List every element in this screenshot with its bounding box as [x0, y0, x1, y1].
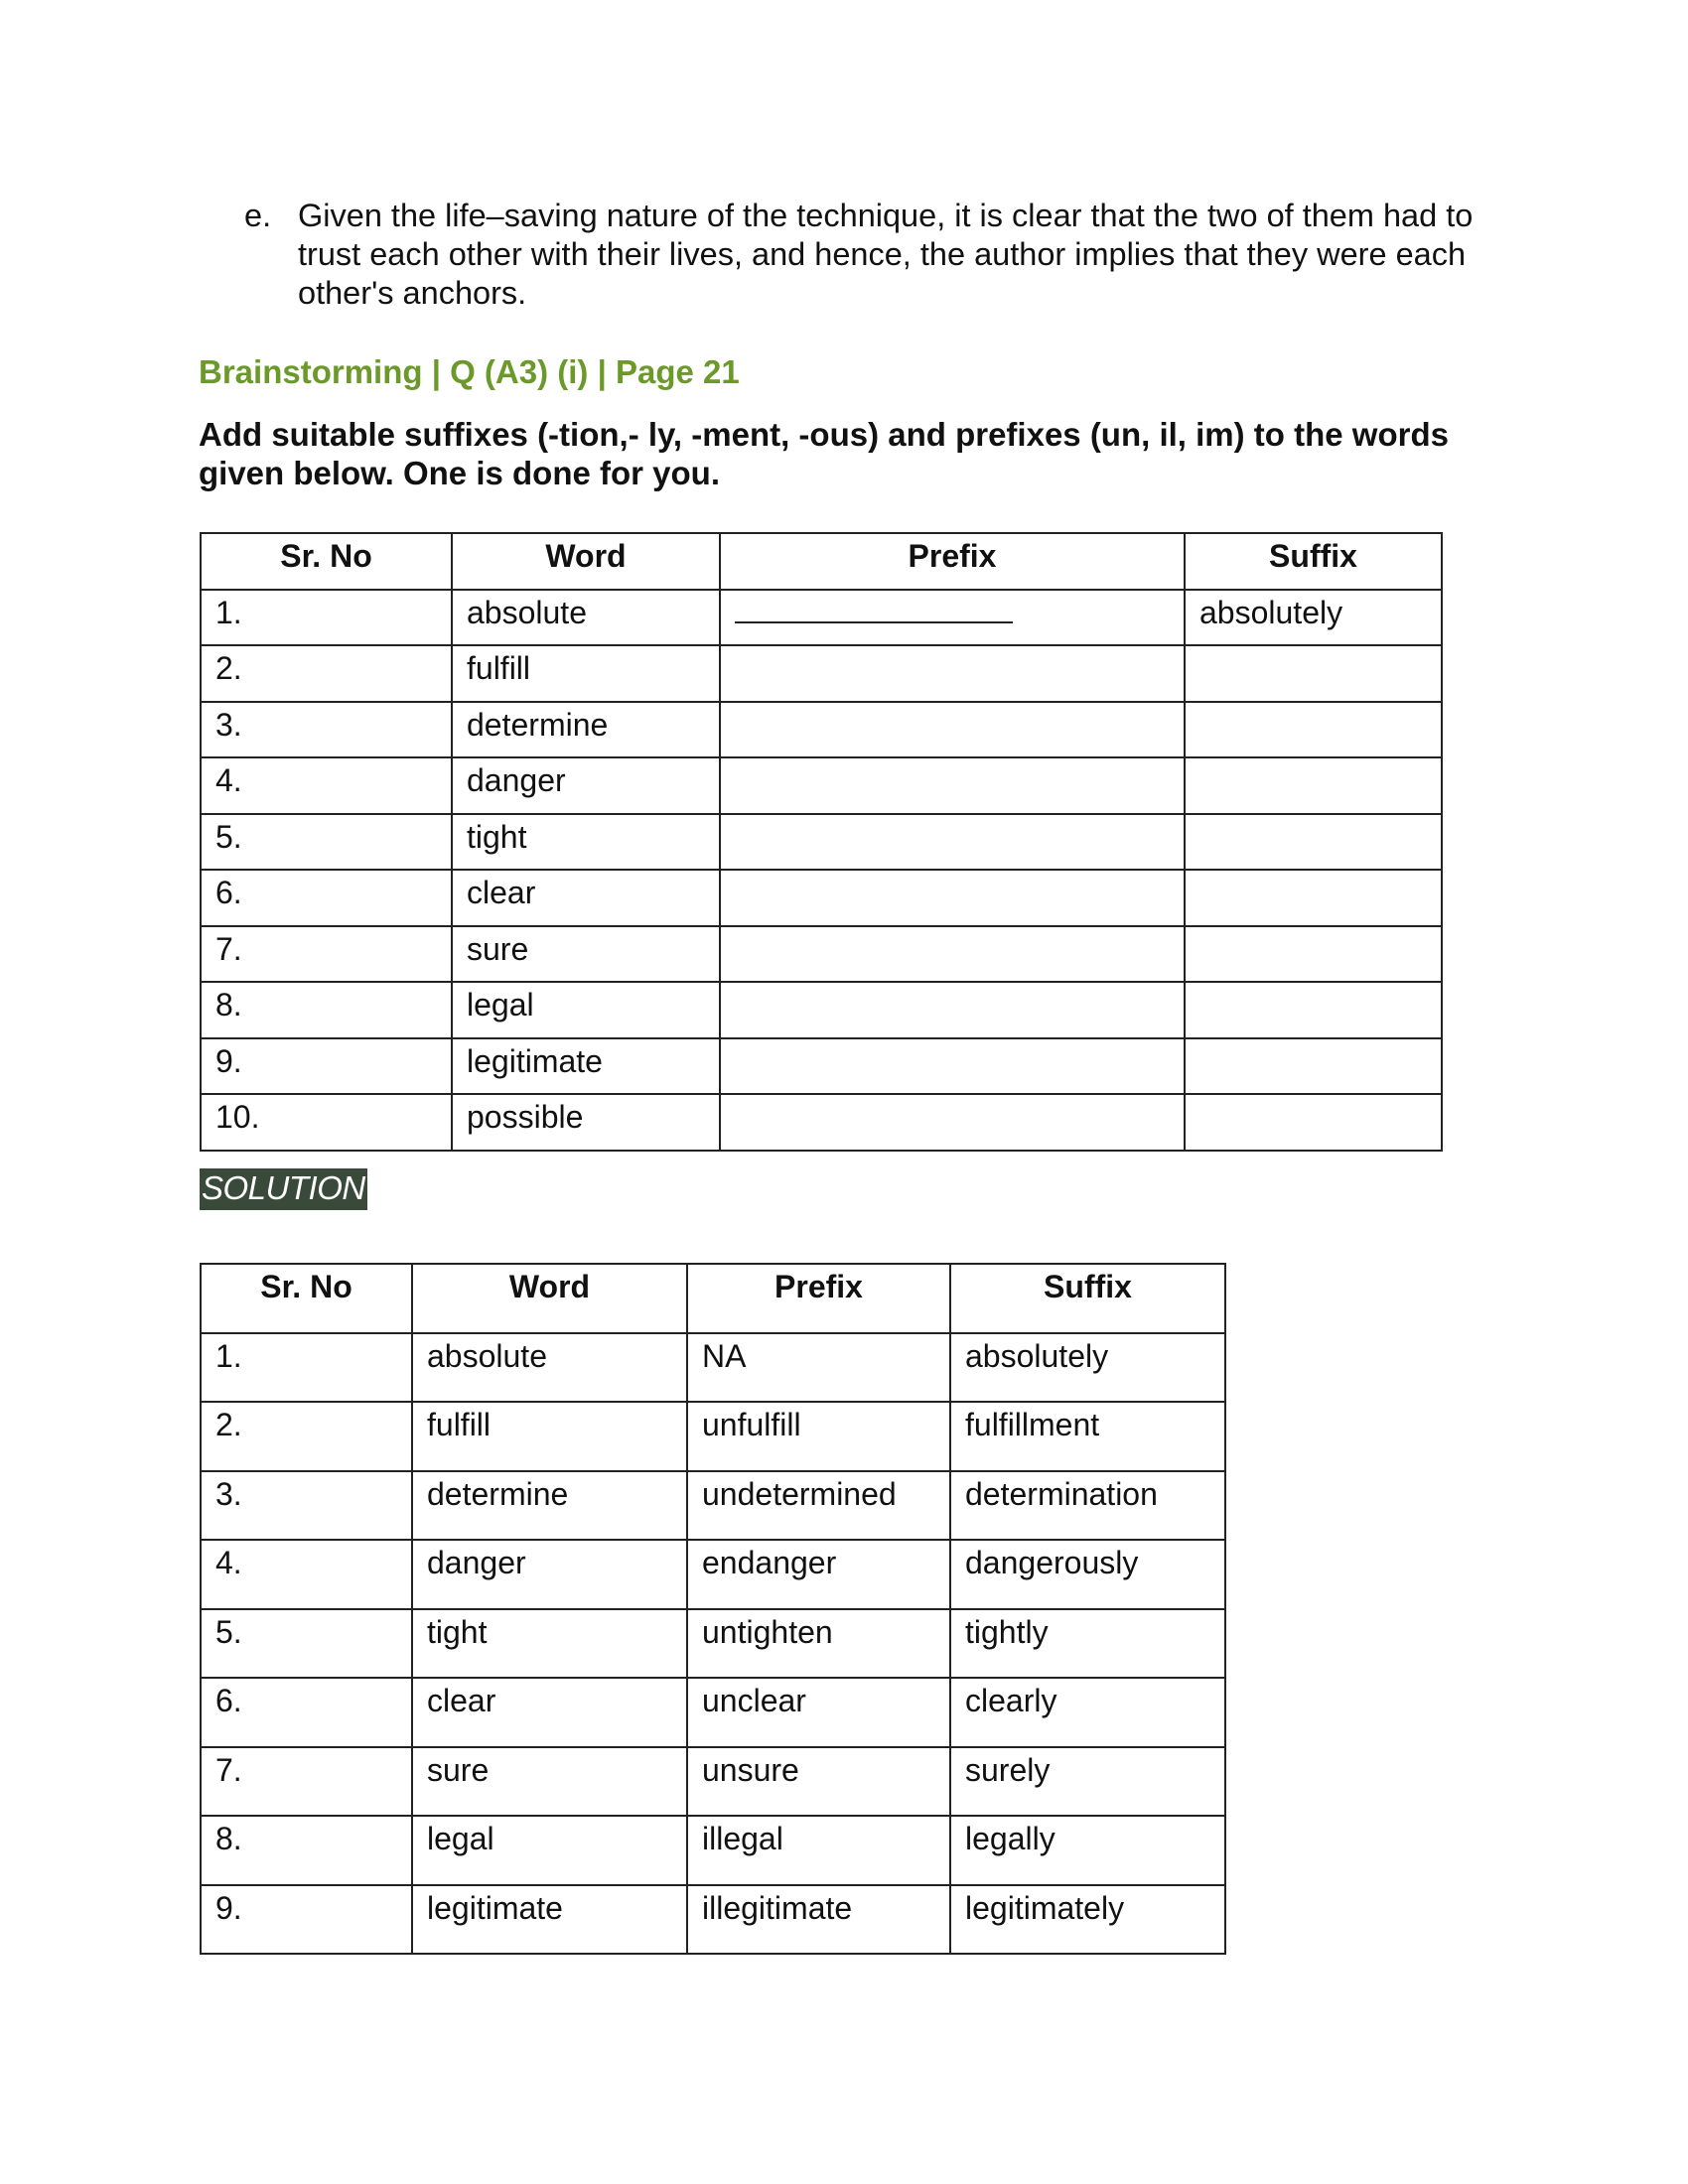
cell-sr: 9. [201, 1038, 452, 1095]
table-row [201, 1609, 1225, 1679]
cell-prefix: unsure [687, 1747, 950, 1817]
cell-suffix [1185, 1038, 1442, 1095]
cell-sr: 2. [201, 645, 452, 702]
cell-prefix [720, 982, 1185, 1038]
table-row [201, 1678, 1225, 1747]
blank-answer-line [735, 596, 1013, 623]
column-header-suffix: Suffix [1185, 533, 1442, 590]
cell-suffix [1185, 645, 1442, 702]
table-row [201, 1540, 1225, 1609]
cell-word: danger [452, 757, 720, 814]
cell-prefix [720, 702, 1185, 758]
column-header-prefix: Prefix [720, 533, 1185, 590]
cell-suffix: determination [950, 1471, 1225, 1541]
table-row [201, 1471, 1225, 1541]
cell-word: sure [452, 926, 720, 983]
column-header-prefix: Prefix [687, 1264, 950, 1333]
cell-prefix: unclear [687, 1678, 950, 1747]
cell-word: legal [452, 982, 720, 1038]
exercise-table [200, 532, 1443, 1152]
cell-sr: 5. [201, 814, 452, 871]
table-row [201, 1333, 1225, 1403]
cell-suffix [1185, 926, 1442, 983]
cell-word: fulfill [412, 1402, 687, 1471]
column-header-sr-no: Sr. No [201, 533, 452, 590]
cell-suffix: legitimately [950, 1885, 1225, 1955]
column-header-word: Word [452, 533, 720, 590]
cell-suffix [1185, 870, 1442, 926]
cell-suffix: dangerously [950, 1540, 1225, 1609]
table-row [201, 1038, 1442, 1095]
cell-prefix [720, 1038, 1185, 1095]
cell-prefix: unfulfill [687, 1402, 950, 1471]
cell-suffix: fulfillment [950, 1402, 1225, 1471]
cell-sr: 7. [201, 926, 452, 983]
item-marker: e. [244, 198, 272, 233]
cell-sr: 1. [201, 1333, 412, 1403]
table-row [201, 702, 1442, 758]
cell-prefix: endanger [687, 1540, 950, 1609]
cell-prefix: illegitimate [687, 1885, 950, 1955]
cell-sr: 1. [201, 590, 452, 646]
table-row [201, 1816, 1225, 1885]
cell-word: legal [412, 1816, 687, 1885]
table-row [201, 870, 1442, 926]
table-row [201, 590, 1442, 646]
cell-suffix [1185, 814, 1442, 871]
cell-word: danger [412, 1540, 687, 1609]
cell-suffix [1185, 982, 1442, 1038]
item-text: Given the life–saving nature of the technique, it is clear that the two of them had to trust each other with their lives, and hence, the author implies that they were each other's anchors. [298, 198, 1474, 311]
cell-prefix [720, 926, 1185, 983]
table-row [201, 1402, 1225, 1471]
cell-prefix: undetermined [687, 1471, 950, 1541]
cell-prefix [720, 1094, 1185, 1151]
cell-word: determine [452, 702, 720, 758]
cell-sr: 3. [201, 1471, 412, 1541]
cell-word: tight [452, 814, 720, 871]
cell-sr: 5. [201, 1609, 412, 1679]
instruction-text: Add suitable suffixes (-tion,- ly, -ment, -ous) and prefixes (un, il, im) to the words given below. One is done for you. [199, 416, 1449, 491]
cell-word: clear [412, 1678, 687, 1747]
cell-prefix [720, 757, 1185, 814]
answer-item-e [244, 197, 1476, 313]
cell-suffix: absolutely [1185, 590, 1442, 646]
table-row [201, 645, 1442, 702]
cell-word: determine [412, 1471, 687, 1541]
cell-suffix: clearly [950, 1678, 1225, 1747]
table-header-row [201, 533, 1442, 590]
cell-prefix: illegal [687, 1816, 950, 1885]
cell-word: sure [412, 1747, 687, 1817]
table-row [201, 926, 1442, 983]
cell-word: absolute [412, 1333, 687, 1403]
cell-prefix [720, 814, 1185, 871]
cell-word: legitimate [412, 1885, 687, 1955]
cell-word: tight [412, 1609, 687, 1679]
table-row [201, 814, 1442, 871]
cell-word: possible [452, 1094, 720, 1151]
table-row [201, 757, 1442, 814]
solution-table [200, 1263, 1226, 1955]
cell-sr: 4. [201, 1540, 412, 1609]
column-header-suffix: Suffix [950, 1264, 1225, 1333]
column-header-sr-no: Sr. No [201, 1264, 412, 1333]
cell-suffix: legally [950, 1816, 1225, 1885]
cell-suffix [1185, 702, 1442, 758]
cell-prefix [720, 645, 1185, 702]
cell-suffix: absolutely [950, 1333, 1225, 1403]
cell-sr: 3. [201, 702, 452, 758]
cell-suffix [1185, 1094, 1442, 1151]
column-header-word: Word [412, 1264, 687, 1333]
cell-sr: 6. [201, 1678, 412, 1747]
cell-word: legitimate [452, 1038, 720, 1095]
cell-sr: 9. [201, 1885, 412, 1955]
cell-sr: 4. [201, 757, 452, 814]
table-header-row [201, 1264, 1225, 1333]
cell-prefix [720, 590, 1185, 646]
cell-sr: 10. [201, 1094, 452, 1151]
table-row [201, 982, 1442, 1038]
cell-suffix: surely [950, 1747, 1225, 1817]
table-row [201, 1885, 1225, 1955]
cell-sr: 7. [201, 1747, 412, 1817]
cell-sr: 8. [201, 982, 452, 1038]
cell-sr: 8. [201, 1816, 412, 1885]
cell-word: fulfill [452, 645, 720, 702]
solution-label: SOLUTION [200, 1168, 367, 1210]
cell-prefix [720, 870, 1185, 926]
table-row [201, 1747, 1225, 1817]
cell-suffix: tightly [950, 1609, 1225, 1679]
cell-suffix [1185, 757, 1442, 814]
cell-prefix: NA [687, 1333, 950, 1403]
section-heading: Brainstorming | Q (A3) (i) | Page 21 [199, 353, 740, 390]
cell-word: clear [452, 870, 720, 926]
cell-sr: 2. [201, 1402, 412, 1471]
cell-prefix: untighten [687, 1609, 950, 1679]
cell-word: absolute [452, 590, 720, 646]
cell-sr: 6. [201, 870, 452, 926]
table-row [201, 1094, 1442, 1151]
